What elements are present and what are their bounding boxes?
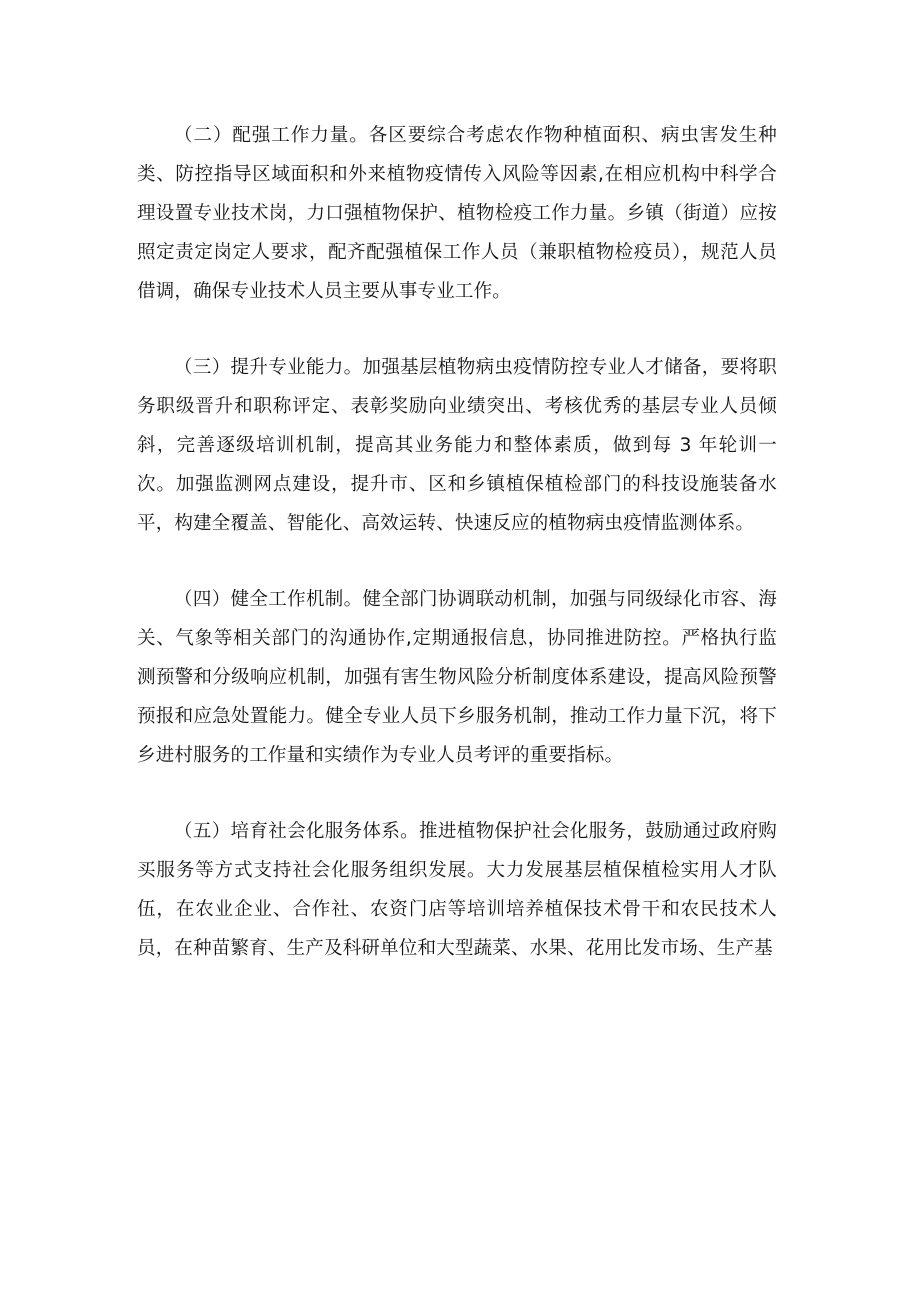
document-body: [137, 116, 777, 968]
paragraph-section-2: （二）配强工作力量。各区要综合考虑农作物种植面积、病虫害发生种类、防控指导区域面积和外来植物疫情传入风险等因素,在相应机构中科学合理设置专业技术岗，力口强植物保护、植物检疫工作力量。乡镇（街道）应按照定责定岗定人要求，配齐配强植保工作人员（兼职植物检疫员），规范人员借调，确保专业技术人员主要从事专业工作。: [137, 125, 777, 302]
paragraph-section-3: （三）提升专业能力。加强基层植物病虫疫情防控专业人才储备，要将职务职级晋升和职称评定、表彰奖励向业绩突出、考核优秀的基层专业人员倾斜，完善逐级培训机制，提高其业务能力和整体素质，做到每 3 年轮训一次。加强监测网点建设，提升市、区和乡镇植保植检部门的科技设施装备水平，构建全覆盖、智能化、高效运转、快速反应的植物病虫疫情监测体系。: [137, 357, 777, 534]
paragraph-section-4: （四）健全工作机制。健全部门协调联动机制，加强与同级绿化市容、海关、气象等相关部门的沟通协作,定期通报信息，协同推进防控。严格执行监测预警和分级响应机制，加强有害生物风险分析制度体系建设，提高风险预警预报和应急处置能力。健全专业人员下乡服务机制，推动工作力量下沉，将下乡进村服务的工作量和实绩作为专业人员考评的重要指标。: [137, 589, 777, 766]
paragraph-section-5: （五）培育社会化服务体系。推进植物保护社会化服务，鼓励通过政府购买服务等方式支持社会化服务组织发展。大力发展基层植保植检实用人才队伍，在农业企业、合作社、农资门店等培训培养植保技术骨干和农民技术人员，在种苗繁育、生产及科研单位和大型蔬菜、水果、花用比发市场、生产基: [137, 821, 777, 959]
